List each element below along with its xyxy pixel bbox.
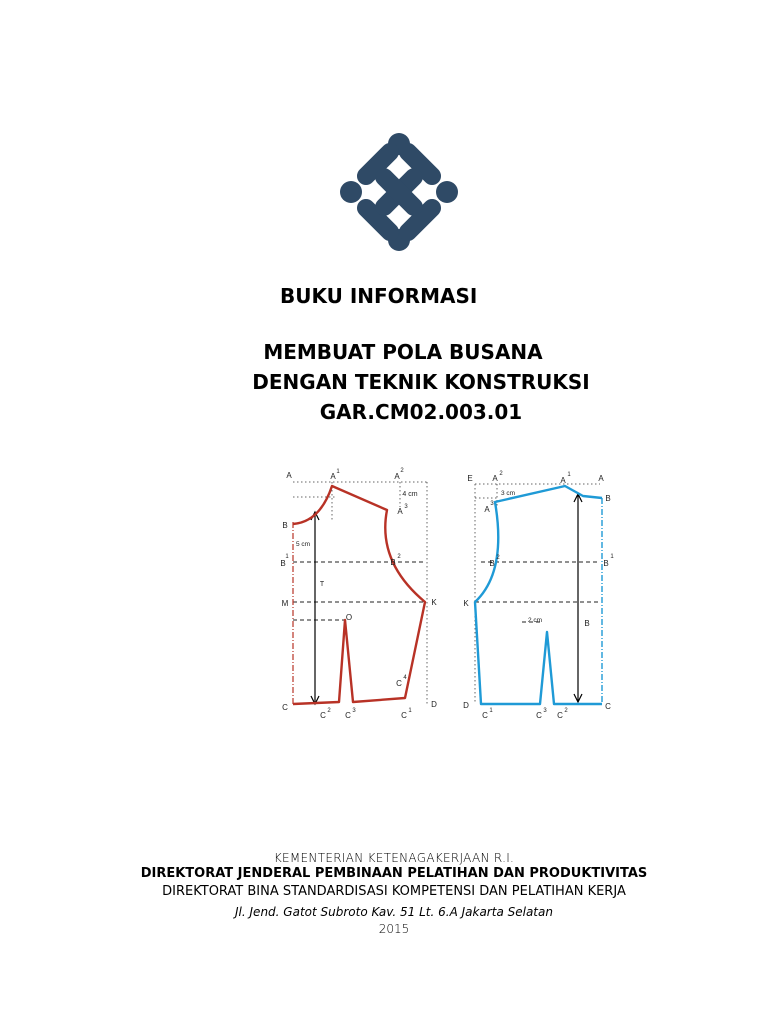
- diagram-label: C: [320, 711, 326, 720]
- diagram-label: 2: [397, 554, 401, 560]
- diagram-label: 2: [496, 555, 500, 561]
- diagram-label: 4 cm: [402, 491, 418, 498]
- front-bodice-pattern: [280, 468, 437, 720]
- diagram-label: 3: [490, 501, 494, 507]
- diagram-label: B: [605, 494, 611, 503]
- diagram-label: T: [319, 581, 325, 588]
- ministry-name: KEMENTERIAN KETENAGAKERJAAN R.I.: [273, 851, 515, 865]
- kemnaker-logo-icon: [332, 130, 466, 254]
- pattern-construction-diagram: [275, 462, 620, 732]
- diagram-label: 2: [564, 708, 568, 714]
- diagram-label: 3 cm: [500, 490, 516, 497]
- diagram-label: C: [396, 679, 402, 688]
- diagram-label: 2 cm: [527, 617, 543, 624]
- diagram-label: A: [397, 507, 403, 516]
- diagram-label: C: [282, 703, 288, 712]
- diagram-label: 2: [327, 708, 331, 714]
- diagram-label: E: [467, 474, 473, 483]
- diagram-label: K: [463, 599, 469, 608]
- diagram-label: D: [463, 701, 469, 710]
- diagram-label: 2: [499, 471, 503, 477]
- diagram-label: 1: [489, 708, 493, 714]
- diagram-label: B: [489, 559, 495, 568]
- publication-year: 2015: [378, 922, 410, 936]
- diagram-label: D: [431, 700, 437, 709]
- diagram-label: C: [482, 711, 488, 720]
- title-line-1: MEMBUAT POLA BUSANA: [263, 340, 543, 364]
- diagram-label: 4: [403, 675, 407, 681]
- diagram-label: C: [401, 711, 407, 720]
- diagram-label: 1: [610, 554, 614, 560]
- diagram-label: 1: [408, 708, 412, 714]
- address: Jl. Jend. Gatot Subroto Kav. 51 Lt. 6.A Jakarta Selatan: [235, 905, 553, 919]
- diagram-label: 1: [285, 554, 289, 560]
- diagram-label: A: [560, 476, 566, 485]
- diagram-label: B: [584, 619, 590, 628]
- diagram-label: A: [598, 474, 604, 483]
- diagram-label: 1: [336, 469, 340, 475]
- diagram-label: B: [390, 558, 396, 567]
- diagram-label: B: [282, 521, 288, 530]
- back-bodice-pattern: [463, 471, 614, 720]
- diagram-label: A: [394, 472, 400, 481]
- diagram-label: C: [557, 711, 563, 720]
- document-type-label: BUKU INFORMASI: [280, 284, 478, 308]
- diagram-label: C: [536, 711, 542, 720]
- diagram-label: 5 cm: [295, 541, 311, 548]
- diagram-label: A: [286, 471, 292, 480]
- diagram-label: B: [603, 559, 609, 568]
- diagram-label: 1: [567, 472, 571, 478]
- directorate-name: DIREKTORAT BINA STANDARDISASI KOMPETENSI DAN PELATIHAN KERJA: [162, 884, 626, 899]
- diagram-label: C: [345, 711, 351, 720]
- diagram-label: 3: [352, 708, 356, 714]
- diagram-label: 2: [400, 468, 404, 474]
- diagram-label: A: [484, 505, 490, 514]
- diagram-label: K: [431, 598, 437, 607]
- diagram-label: C: [605, 702, 611, 711]
- diagram-label: A: [492, 474, 498, 483]
- directorate-general-name: DIREKTORAT JENDERAL PEMBINAAN PELATIHAN DAN PRODUKTIVITAS: [140, 866, 648, 881]
- unit-code: GAR.CM02.003.01: [319, 400, 523, 424]
- diagram-label: B: [280, 559, 286, 568]
- diagram-label: 3: [404, 504, 408, 510]
- diagram-label: M: [281, 599, 289, 608]
- diagram-label: 3: [543, 708, 547, 714]
- diagram-label: A: [330, 472, 336, 481]
- title-line-2: DENGAN TEKNIK KONSTRUKSI: [252, 370, 590, 394]
- diagram-label: O: [345, 613, 353, 622]
